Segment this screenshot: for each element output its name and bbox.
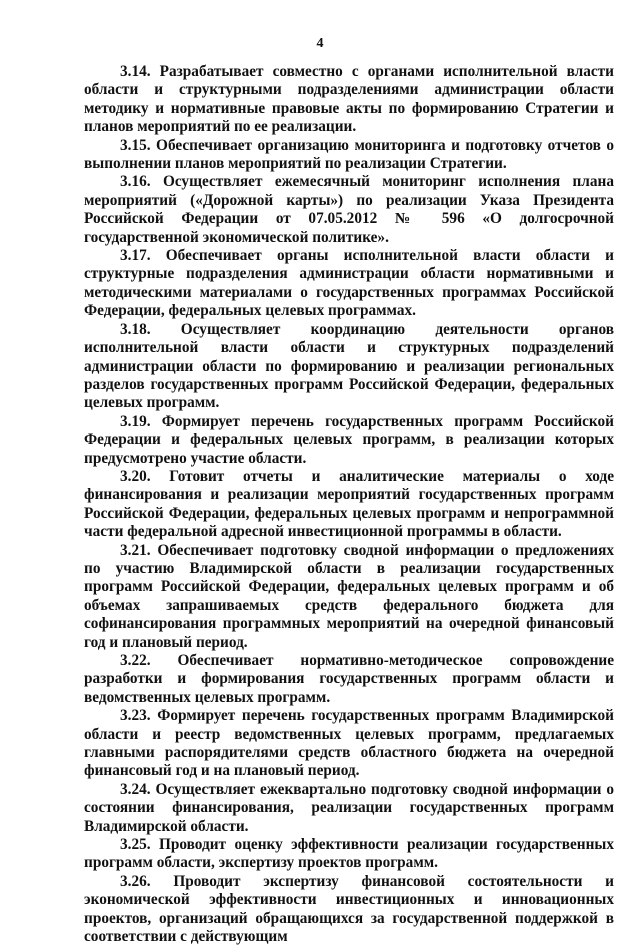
paragraph-3-23: 3.23. Формирует перечень государственных программ Владимирской области и реестр ведомственных целевых программ, предлагаемых главными распорядителями средств областного бюджета на очередной финансовый год и на плановый период.	[84, 707, 614, 780]
paragraph-3-15: 3.15. Обеспечивает организацию мониторинга и подготовку отчетов о выполнении планов мероприятий по реализации Стратегии.	[84, 136, 614, 173]
paragraph-3-21: 3.21. Обеспечивает подготовку сводной информации о предложениях по участию Владимирской области в реализации государственных программ Российской Федерации, федеральных целевых программ и об объемах запрашиваемых средств федерального бюджета для софинансирования программных мероприятий на очередной финансовый год и плановый период.	[84, 541, 614, 651]
paragraph-3-25: 3.25. Проводит оценку эффективности реализации государственных программ области, экспертизу проектов программ.	[84, 836, 614, 872]
paragraph-3-24: 3.24. Осуществляет ежеквартально подготовку сводной информации о состоянии финансирования, реализации государственных программ Владимирской области.	[84, 780, 614, 835]
paragraph-3-26: 3.26. Проводит экспертизу финансовой состоятельности и экономической эффективности инвестиционных и инновационных проектов, организаций обращающихся за государственной поддержкой в соответствии с действующим	[84, 872, 614, 946]
paragraph-3-18: 3.18. Осуществляет координацию деятельности органов исполнительной власти области и структурных подразделений администрации области по формированию и реализации региональных разделов государственных программ Российской Федерации, федеральных целевых программ.	[84, 320, 614, 412]
paragraph-3-22: 3.22. Обеспечивает нормативно-методическое сопровождение разработки и формирования государственных программ области и ведомственных целевых программ.	[84, 652, 614, 706]
paragraph-3-16: 3.16. Осуществляет ежемесячный мониторинг исполнения плана мероприятий («Дорожной карты») по реализации Указа Президента Российской Федерации от 07.05.2012 № 596 «О долгосрочной государственной экономической политике».	[84, 173, 614, 246]
paragraph-3-20: 3.20. Готовит отчеты и аналитические материалы о ходе финансирования и реализации мероприятий государственных программ Российской Федерации, федеральных целевых программ и непрограммной части федеральной адресной инвестиционной программы в области.	[84, 467, 614, 541]
paragraph-3-19: 3.19. Формирует перечень государственных программ Российской Федерации и федеральных целевых программ, в реализации которых предусмотрено участие области.	[84, 412, 614, 467]
page-number: 4	[316, 36, 324, 51]
paragraph-3-14: 3.14. Разрабатывает совместно с органами исполнительной власти области и структурными подразделениями администрации области методику и нормативные правовые акты по формированию Стратегии и планов мероприятий по ее реализации.	[84, 63, 614, 136]
document-body	[84, 63, 614, 947]
paragraph-3-17: 3.17. Обеспечивает органы исполнительной власти области и структурные подразделения администрации области нормативными и методическими материалами о государственных программах Российской Федерации, федеральных целевых программах.	[84, 247, 614, 320]
